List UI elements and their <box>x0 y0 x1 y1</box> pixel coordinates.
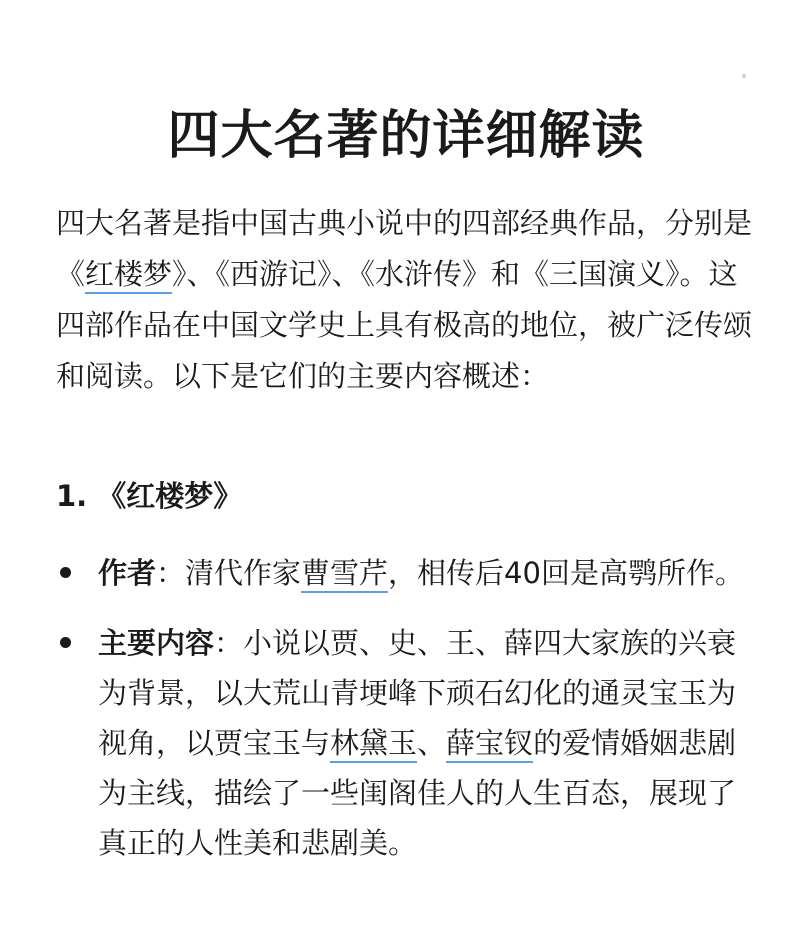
intro-text-1: 四大名著是指中国古典小说中的四部经典作品，分别是《 <box>56 206 753 291</box>
bullet-icon <box>60 637 71 648</box>
article <box>56 96 756 888</box>
decorative-dot <box>742 74 746 78</box>
bullet-icon <box>60 567 71 578</box>
content-text-3: 的爱情婚姻悲剧为主线，描绘了一些闺阁佳人的人生百态，展现了真正的人性美和悲剧美。 <box>98 726 737 860</box>
intro-paragraph <box>56 198 756 402</box>
content-label: 主要内容 <box>98 626 215 660</box>
list-item-content <box>56 618 756 868</box>
link-xuebaochai[interactable]: 薛宝钗 <box>446 726 533 763</box>
author-rest: ，相传后40回是高鹗所作。 <box>388 556 744 590</box>
content-text-2: 、 <box>417 726 447 760</box>
author-text: ：清代作家 <box>156 556 302 590</box>
section-heading-hongloumeng: 1. 《红楼梦》 <box>56 479 243 513</box>
link-caoxueqin[interactable]: 曹雪芹 <box>301 556 388 593</box>
details-list <box>56 548 756 868</box>
intro-text-2: 》、《西游记》、《水浒传》和《三国演义》。这四部作品在中国文学史上具有极高的地位，被广泛传颂和阅读。以下是它们的主要内容概述： <box>56 257 753 393</box>
content-text-1: ：小说以贾、史、王、薛四大家族的兴衰为背景，以大荒山青埂峰下顽石幻化的通灵宝玉为视角，以贾宝玉与 <box>98 626 737 760</box>
page-title: 四大名著的详细解读 <box>167 106 645 166</box>
list-item-author <box>56 548 756 598</box>
link-hongloumeng[interactable]: 红楼梦 <box>85 257 172 294</box>
author-label: 作者 <box>98 556 157 590</box>
link-lindaiyu[interactable]: 林黛玉 <box>330 726 417 763</box>
